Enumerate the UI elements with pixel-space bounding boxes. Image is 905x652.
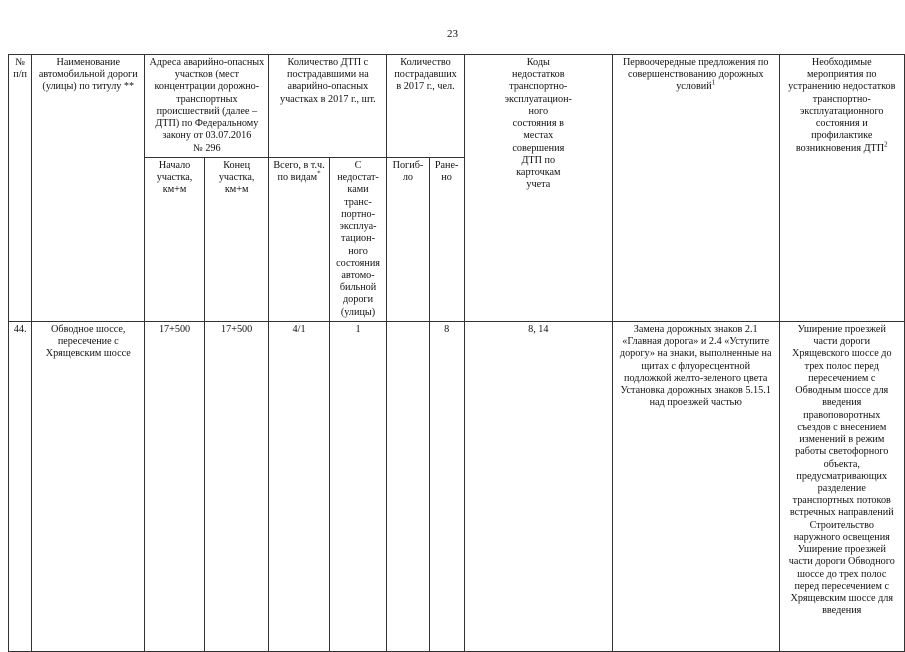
table-row	[9, 321, 905, 651]
header-dtp-count: Количество ДТП с пострадавшими на аварийно-опасных участках в 2017 г., шт.	[269, 55, 387, 158]
header-total-by-type	[269, 157, 329, 321]
header-with-defects: С недостат- ками транс- портно- эксплуа- тацион- ного состояния автомо- бильной дороги (улицы)	[329, 157, 387, 321]
header-addresses: Адреса аварийно-опасных участков (мест концентрации дорожно- транспортных происшествий (далее – ДТП) по Федеральному закону от 03.07.2016 № 296	[145, 55, 269, 158]
cell-num: 44.	[9, 321, 32, 651]
cell-end: 17+500	[204, 321, 269, 651]
page-number: 23	[447, 28, 458, 40]
header-measures-text: Необходимые мероприятия по устранению недостатков транспортно- эксплуатационного состояния и профилактике возникновения ДТП	[788, 57, 896, 154]
cell-injured: 8	[429, 321, 464, 651]
cell-start: 17+500	[145, 321, 205, 651]
header-proposals-footnote: 1	[711, 79, 716, 88]
cell-killed	[387, 321, 429, 651]
cell-codes: 8, 14	[464, 321, 612, 651]
header-proposals	[612, 55, 779, 322]
header-road-name: Наименование автомобильной дороги (улицы) по титулу **	[32, 55, 145, 322]
header-start: Начало участка, км+м	[145, 157, 205, 321]
header-victims: Количество пострадавших в 2017 г., чел.	[387, 55, 464, 158]
cell-total: 4/1	[269, 321, 329, 651]
header-end: Конец участка, км+м	[204, 157, 269, 321]
accident-sites-table	[8, 54, 905, 652]
header-row-1	[9, 55, 905, 158]
header-total-by-type-text: Всего, в т.ч. по видам	[273, 159, 325, 184]
header-measures	[779, 55, 904, 322]
header-killed: Погиб- ло	[387, 157, 429, 321]
cell-road-name: Обводное шоссе, пересечение с Хрящевским шоссе	[32, 321, 145, 651]
header-total-by-type-footnote: *	[317, 169, 321, 178]
header-num: № п/п	[9, 55, 32, 322]
cell-proposals: Замена дорожных знаков 2.1 «Главная дорога» и 2.4 «Уступите дорогу» на знаки, выполненные на щитах с флуоресцентной подложкой желто-зеленого цвета Установка дорожных знаков 5.15.1 над проезжей частью	[612, 321, 779, 651]
header-measures-footnote: 2	[884, 140, 888, 149]
cell-measures: Уширение проезжей части дороги Хрящевского шоссе до трех полос перед пересечением с Обводным шоссе для введения правоповоротных съездов с внесением изменений в режим работы светофорного объекта, предусматривающих разделение транспортных потоков встречных направлений Строительство наружного освещения Уширение проезжей части дороги Обводного шоссе до трех полос перед пересечением с Хрящевским шоссе для введения	[779, 321, 904, 651]
header-injured: Ране- но	[429, 157, 464, 321]
cell-with-defects: 1	[329, 321, 387, 651]
header-codes: Коды недостатков транспортно- эксплуатацион- ного состояния в местах совершения ДТП по карточкам учета	[464, 55, 612, 322]
header-proposals-text: Первоочередные предложения по совершенствованию дорожных условий	[622, 57, 769, 93]
